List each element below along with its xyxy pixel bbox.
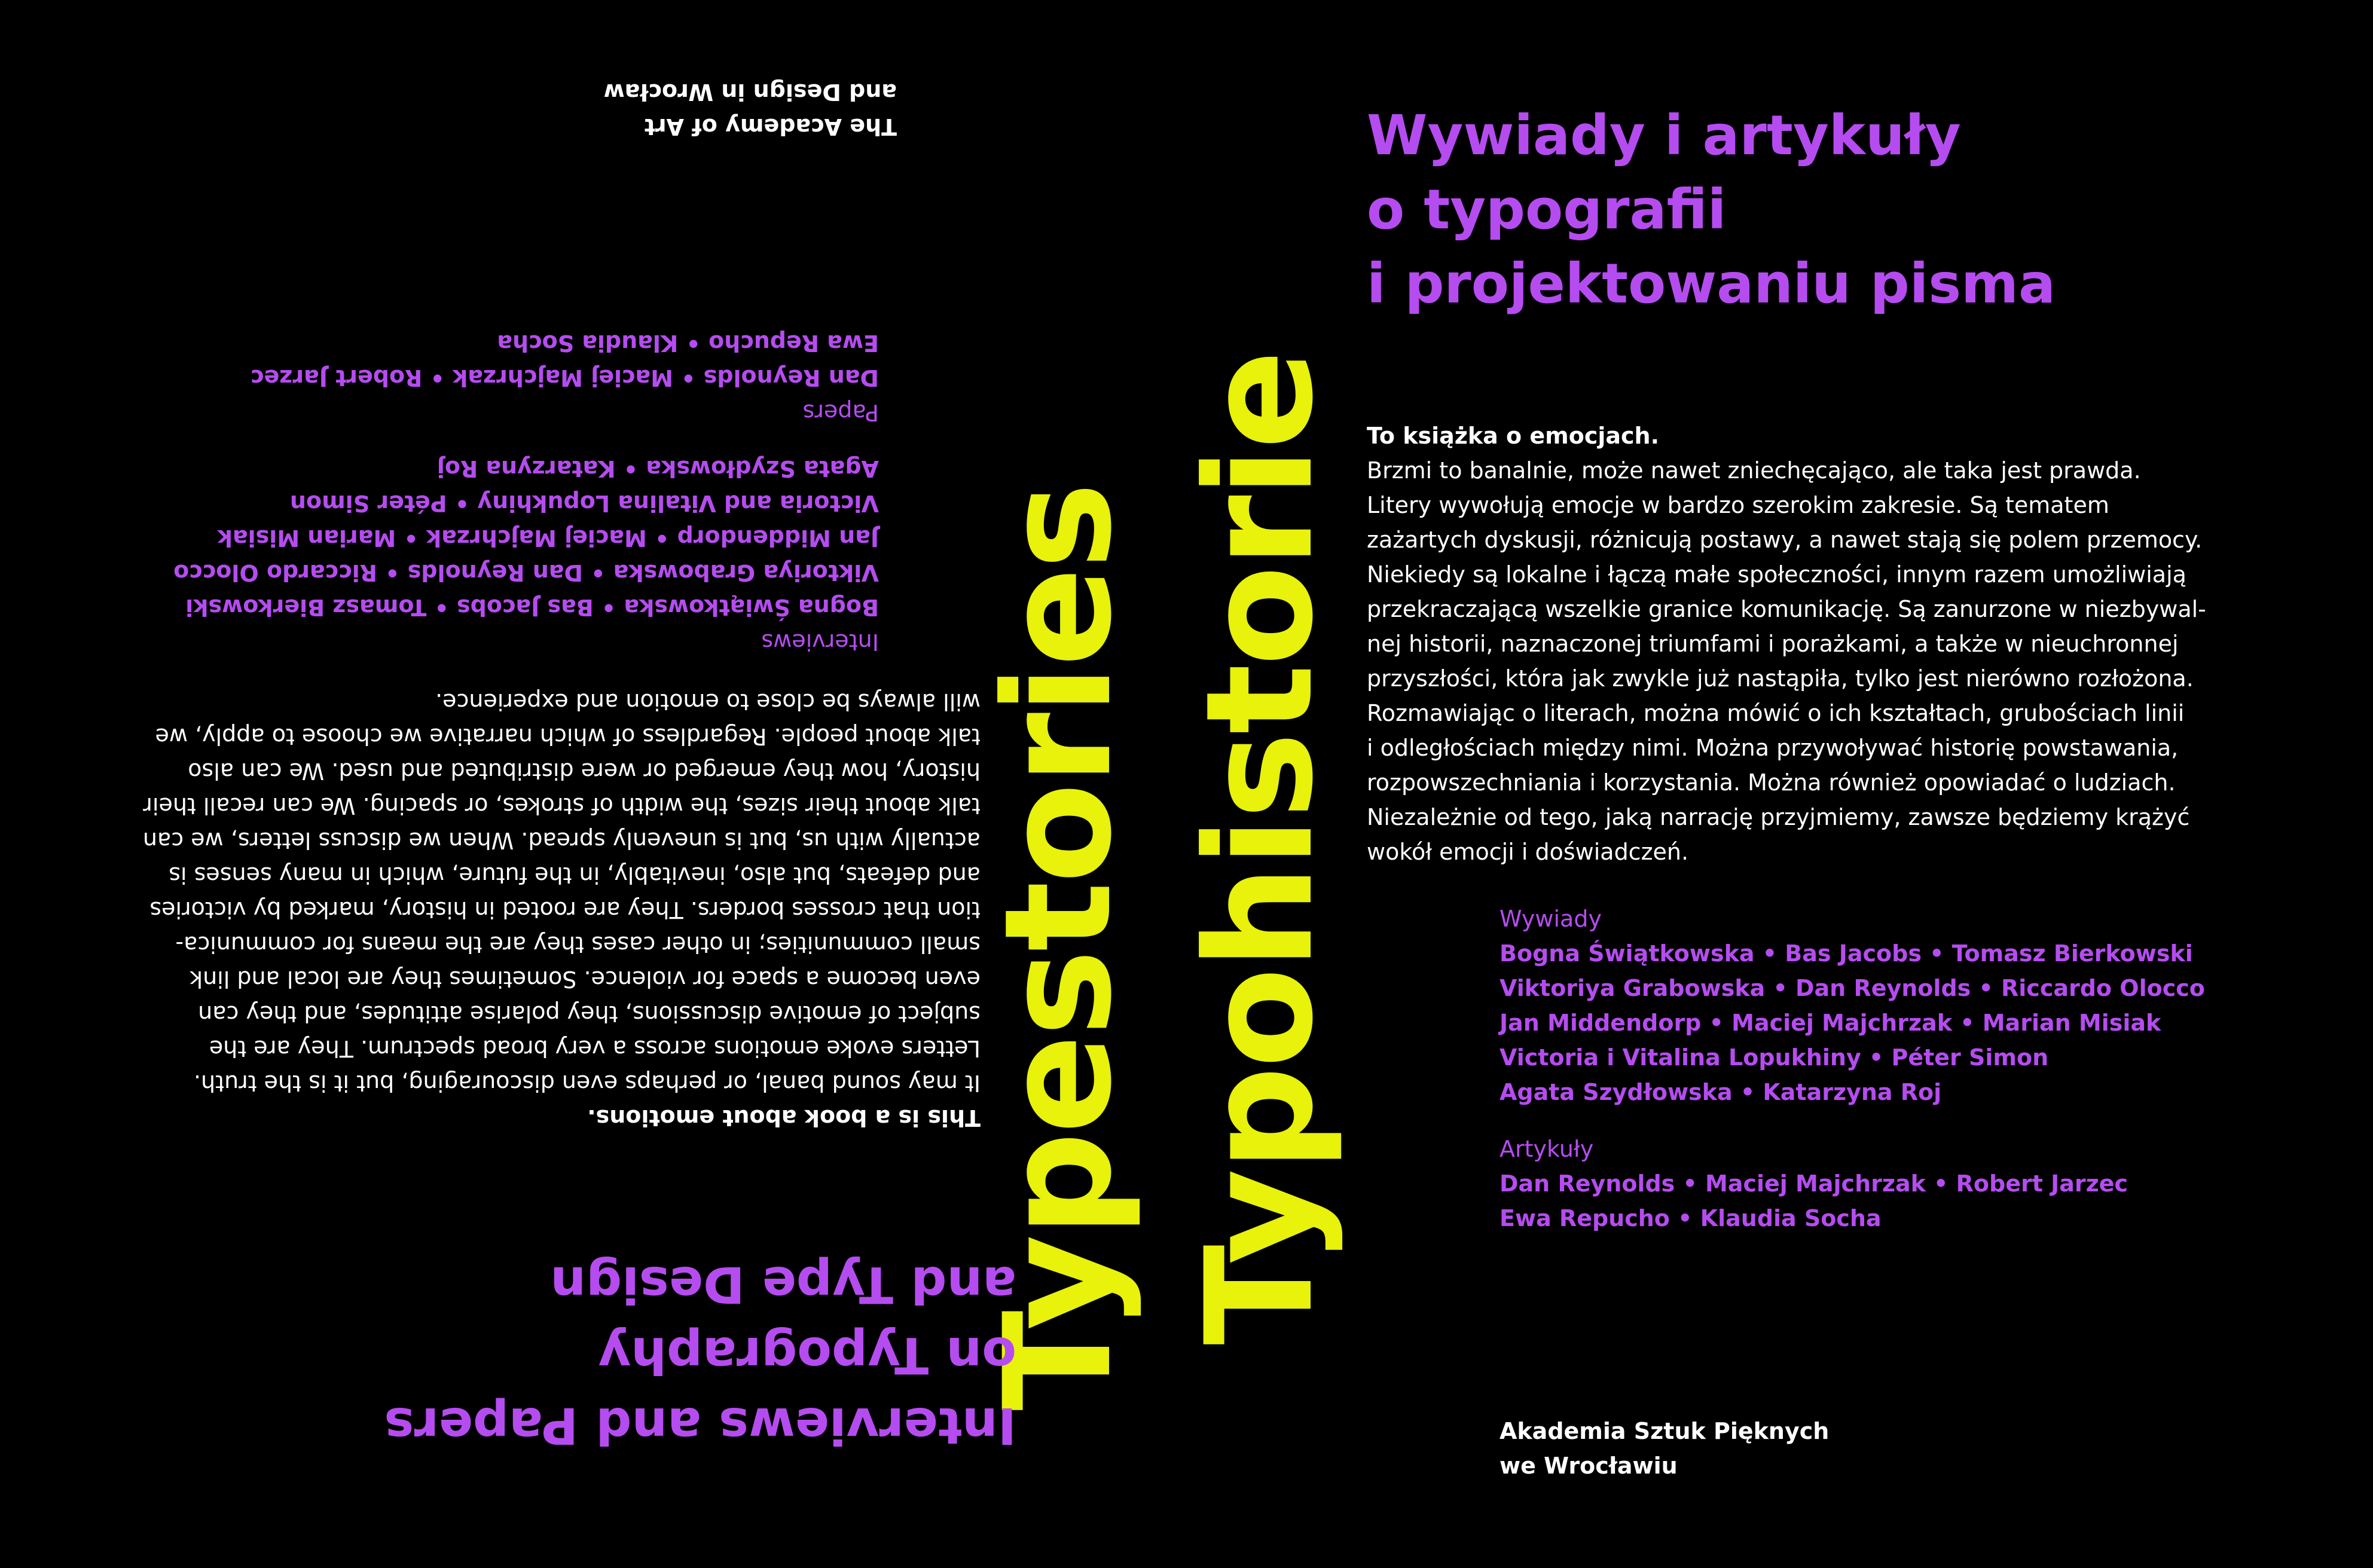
polish-blurb-line: przyszłości, która jak zwykle już nastąpiła, tylko jest nierówno rozłożona. [1367,665,2194,692]
polish-interviews-list [1499,901,2205,1109]
polish-interviews-names: Victoria i Vitalina Lopukhiny • Péter Simon [1499,1044,2049,1071]
polish-blurb-line: wokół emocji i doświadczeń. [1367,839,1689,865]
english-interviews-names: Bogna Świątkowska • Bas Jacobs • Tomasz Bierkowski [185,594,879,621]
polish-blurb-line: rozpowszechniania i korzystania. Można również opowiadać o ludziach. [1367,769,2176,796]
english-interviews-names: Agata Szydłowska • Katarzyna Roj [436,456,879,482]
spine-title-polish: Typohistorie [1175,351,1346,1345]
polish-papers-names: Dan Reynolds • Maciej Majchrzak • Robert Jarzec [1499,1170,2128,1197]
english-subtitle-line: and Type Design [550,1255,1016,1314]
english-blurb-line: talk about their sizes, the width of strokes, or spacing. We can recall their [143,793,981,819]
english-academy-line: The Academy of Art [644,114,897,140]
polish-interviews-names: Viktoriya Grabowska • Dan Reynolds • Riccardo Olocco [1499,975,2205,1001]
english-interviews-list [173,451,879,659]
polish-papers-list [1499,1132,2128,1236]
english-blurb-line: history, how they emerged or were distributed and used. We can also [188,758,981,784]
english-academy-name [603,75,897,144]
english-papers-names: Ewa Repucho • Klaudia Socha [497,330,879,356]
english-interviews-names: Jan Middendorp • Maciej Majchrzak • Marian Misiak [217,525,879,551]
polish-blurb-line: nej historii, naznaczonej triumfami i porażkami, a także w nieuchronnej [1367,631,2179,657]
polish-subtitle-line: o typografii [1367,178,1727,242]
polish-interviews-heading: Wywiady [1499,906,1602,932]
polish-subtitle [1367,99,2056,321]
english-blurb-line: even become a space for violence. Sometimes they are local and link [190,966,981,992]
english-blurb [142,684,981,1135]
polish-interviews-names: Jan Middendorp • Maciej Majchrzak • Marian Misiak [1499,1010,2161,1036]
english-blurb-line: Letters evoke emotions across a very broad spectrum. They are the [209,1035,981,1062]
english-blurb-line: talk about people. Regardless of which narrative we choose to apply, we [155,723,981,750]
english-blurb-line: will always be close to emotion and experience. [435,689,981,715]
english-blurb-line: and defeats, but also, inevitably, in the future, which in many senses is [169,862,981,888]
english-academy-line: and Design in Wrocław [603,79,897,105]
english-blurb-line: small communities; in other cases they are the means for communica- [175,931,981,958]
english-blurb-line: subject of emotive discussions, they polarise attitudes, and they can [198,1001,981,1027]
spine-title-english: Typestories [973,484,1144,1411]
english-blurb-line: actually with us, but is unevenly spread. When we discuss letters, we can [142,827,981,854]
polish-blurb-line: Niezależnie od tego, jaką narrację przyjmiemy, zawsze będziemy krążyć [1367,804,2190,830]
english-papers-list [250,326,879,430]
english-papers-names: Dan Reynolds • Maciej Majchrzak • Robert Jarzec [250,365,879,391]
polish-blurb-line: Brzmi to banalnie, może nawet zniechęcająco, ale taka jest prawda. [1367,457,2141,484]
polish-academy-line: Akademia Sztuk Pięknych [1499,1418,1830,1444]
polish-blurb-line: i odległościach między nimi. Można przywoływać historię powstawania, [1367,735,2179,761]
polish-subtitle-line: i projektowaniu pisma [1367,252,2056,316]
polish-academy-line: we Wrocławiu [1499,1453,1678,1479]
polish-blurb-line: zażartych dyskusji, różnicują postawy, a nawet stają się polem przemocy. [1367,527,2203,553]
english-blurb-line: It may sound banal, or perhaps even discouraging, but it is the truth. [193,1070,981,1096]
polish-blurb-line: Litery wywołują emocje w bardzo szerokim zakresie. Są tematem [1367,492,2109,518]
polish-subtitle-line: Wywiady i artykuły [1367,103,1961,167]
english-subtitle-line: Interviews and Papers [384,1396,1016,1455]
polish-blurb [1367,418,2206,869]
english-papers-heading: Papers [802,399,879,426]
english-interviews-heading: Interviews [761,629,879,655]
polish-interviews-names: Bogna Świątkowska • Bas Jacobs • Tomasz Bierkowski [1499,940,2193,967]
english-blurb-line: tion that crosses borders. They are rooted in history, marked by victories [149,897,981,923]
english-interviews-names: Viktoriya Grabowska • Dan Reynolds • Riccardo Olocco [173,560,879,586]
polish-interviews-names: Agata Szydłowska • Katarzyna Roj [1499,1079,1942,1105]
polish-blurb-line: przekraczającą wszelkie granice komunikację. Są zanurzone w niezbywal- [1367,596,2206,622]
polish-blurb-lead: To książka o emocjach. [1367,423,1660,449]
polish-papers-names: Ewa Repucho • Klaudia Socha [1499,1205,1882,1231]
polish-blurb-line: Rozmawiając o literach, można mówić o ich kształtach, grubościach linii [1367,700,2185,726]
polish-blurb-line: Niekiedy są lokalne i łączą małe społeczności, innym razem umożliwiają [1367,561,2186,588]
polish-academy-name [1499,1414,1829,1483]
english-interviews-names: Victoria and Vitalina Lopukhiny • Péter Simon [289,490,879,516]
polish-papers-heading: Artykuły [1499,1136,1594,1162]
english-subtitle-line: on Typography [598,1326,1016,1384]
english-blurb-lead: This is a book about emotions. [587,1105,981,1131]
english-subtitle [384,1249,1016,1461]
